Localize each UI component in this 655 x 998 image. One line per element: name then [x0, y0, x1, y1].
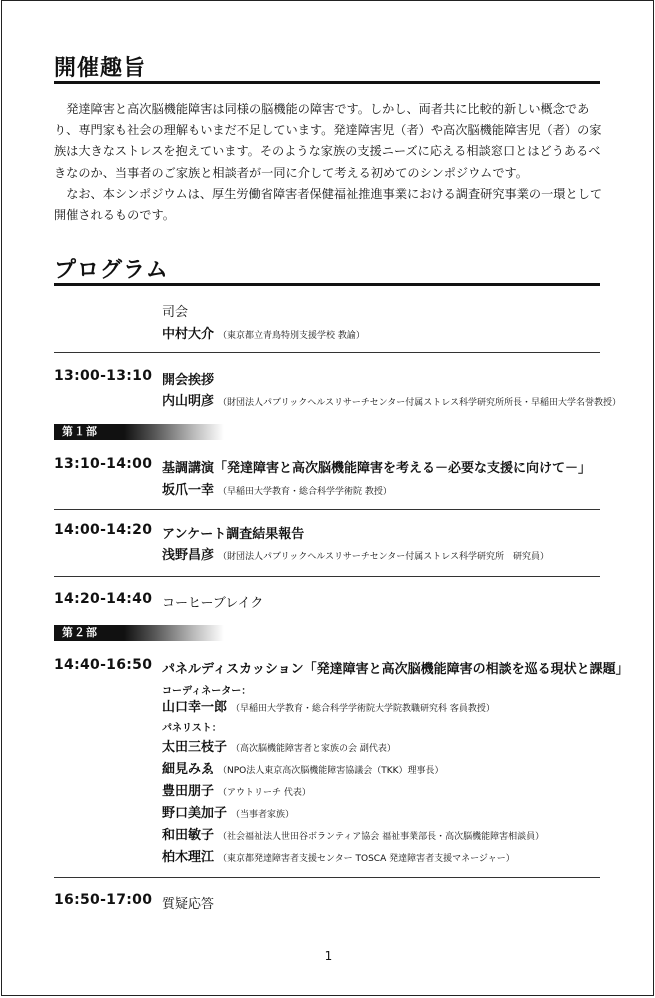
keynote-affiliation: （早稲田大学教育・総合科学学術院 教授）: [218, 487, 392, 497]
panelist-item: [162, 824, 544, 843]
keynote-person: [162, 479, 392, 498]
purpose-heading: 開催趣旨: [54, 56, 147, 81]
coordinator-affiliation: （早稲田大学教育・総合科学学術院大学院教職研究科 客員教授）: [231, 704, 495, 714]
survey-title: アンケート調査結果報告: [162, 527, 305, 542]
coordinator-label: コーディネーター：: [162, 686, 252, 697]
panelist-affiliation: （社会福祉法人世田谷ボランティア協会 福祉事業部長・高次脳機能障害相談員）: [218, 832, 545, 842]
opening-title: 開会挨拶: [162, 373, 215, 388]
divider: [54, 352, 600, 353]
panelist-affiliation: （アウトリーチ 代表）: [218, 788, 311, 798]
panelist-affiliation: （東京都発達障害者支援センター TOSCA 発達障害者支援マネージャー）: [218, 854, 515, 864]
opening-time: 13:00-13:10: [54, 368, 153, 384]
part-1-banner-fade: [124, 424, 224, 440]
panelist-affiliation: （当事者家族）: [231, 810, 295, 820]
survey-person: [162, 544, 549, 563]
panelist-item: [162, 846, 515, 865]
page-number: 1: [324, 949, 333, 963]
intro-paragraph-2: なお、本シンポジウムは、厚生労働省障害者保健福祉推進事業における調査研究事業の一環として開催されるものです。: [54, 186, 603, 223]
panelist-affiliation: （高次脳機能障害者と家族の会 副代表）: [231, 744, 396, 754]
part-2-banner-fade: [124, 625, 224, 641]
panelist-name: 細見みゑ: [162, 762, 215, 777]
divider: [54, 576, 600, 577]
panelist-name: 豊田朋子: [162, 784, 215, 799]
panelist-item: [162, 736, 396, 755]
divider: [54, 877, 600, 878]
panelist-name: 野口美加子: [162, 806, 228, 821]
panelist-name: 和田敏子: [162, 828, 215, 843]
panel-time: 14:40-16:50: [54, 657, 153, 673]
opening-name: 内山明彦: [162, 394, 215, 409]
moderator-person: [162, 323, 365, 342]
moderator-affiliation: （東京都立青鳥特別支援学校 教諭）: [218, 331, 365, 341]
program-heading-rule: [54, 283, 600, 286]
program-heading: プログラム: [54, 258, 169, 283]
coordinator-person: [162, 696, 495, 715]
break-time: 14:20-14:40: [54, 591, 153, 607]
panelists-label: パネリスト：: [162, 723, 222, 734]
part-1-banner: [54, 424, 224, 440]
purpose-heading-rule: [54, 81, 600, 84]
opening-person: [162, 390, 621, 409]
keynote-title: 基調講演「発達障害と高次脳機能障害を考える－必要な支援に向けて－」: [162, 461, 592, 476]
panelist-item: [162, 780, 311, 799]
divider: [54, 509, 600, 510]
survey-name: 浅野昌彦: [162, 548, 215, 563]
panelist-item: [162, 802, 294, 821]
moderator-label: 司会: [162, 305, 189, 320]
keynote-time: 13:10-14:00: [54, 456, 153, 472]
part-2-banner: [54, 625, 224, 641]
panelist-name: 柏木理江: [162, 850, 215, 865]
survey-affiliation: （財団法人パブリックヘルスリサーチセンター付属ストレス科学研究所 研究員）: [218, 552, 550, 562]
panelist-name: 太田三枝子: [162, 740, 228, 755]
survey-time: 14:00-14:20: [54, 522, 153, 538]
panel-title: パネルディスカッション「発達障害と高次脳機能障害の相談を巡る現状と課題」: [162, 662, 629, 677]
coordinator-name: 山口幸一郎: [162, 700, 228, 715]
document-page: [1, 0, 654, 996]
intro-paragraph-1: 発達障害と高次脳機能障害は同様の脳機能の障害です。しかし、両者共に比較的新しい概念であり、専門家も社会の理解もいまだ不足しています。発達障害児（者）や高次脳機能障害児（者）の家族は大きなストレスを抱えています。そのような家族の支援ニーズに応える相談窓口とはどうあるべきなのか、当事者のご家族と相談者が一同に介して考える初めてのシンポジウムです。: [54, 102, 602, 180]
part-2-label: 第２部: [62, 626, 98, 639]
opening-affiliation: （財団法人パブリックヘルスリサーチセンター付属ストレス科学研究所所長・早稲田大学名誉教授）: [218, 398, 622, 408]
qa-title: 質疑応答: [162, 897, 215, 912]
qa-time: 16:50-17:00: [54, 892, 153, 908]
keynote-name: 坂爪一幸: [162, 483, 215, 498]
moderator-name: 中村大介: [162, 327, 215, 342]
panelist-item: [162, 758, 444, 777]
intro-text: [54, 99, 604, 226]
part-1-label: 第１部: [62, 425, 98, 438]
panelist-affiliation: （NPO法人東京高次脳機能障害協議会（TKK）理事長）: [218, 766, 444, 776]
break-title: コーヒーブレイク: [162, 596, 264, 611]
